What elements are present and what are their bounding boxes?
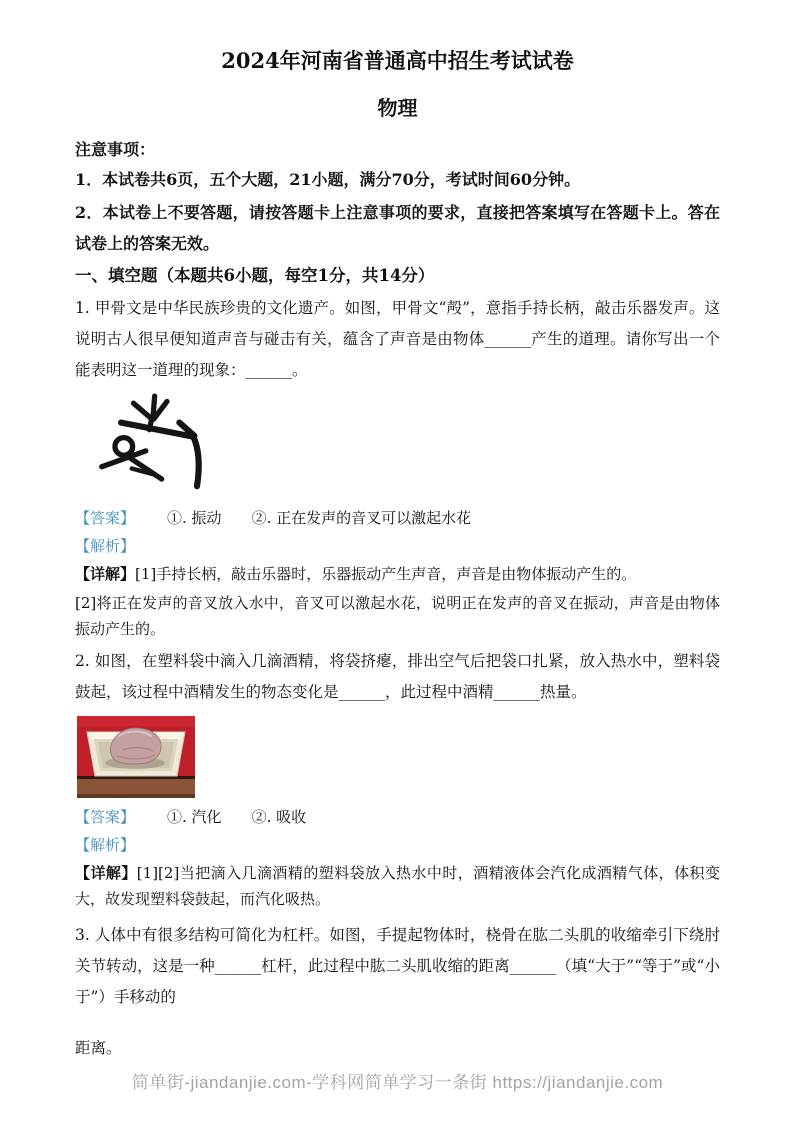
question-2-analysis-line xyxy=(75,833,720,857)
oracle-bone-figure xyxy=(77,390,227,502)
answer-item-2: ②. 吸收 xyxy=(251,808,307,826)
watermark-footer: 简单街-jiandanjie.com-学科网简单学习一条街 https://jiandanjie.com xyxy=(131,1073,664,1092)
question-1-text: 1. 甲骨文是中华民族珍贵的文化遗产。如图，甲骨文“殸”，意指手持长柄，敲击乐器发声。这说明古人很早便知道声音与碰击有关，蕴含了声音是由物体______产生的道理。请你写出一个能表明这一道理的现象：______。 xyxy=(75,299,720,379)
question-3-text: 3. 人体中有很多结构可简化为杠杆。如图，手提起物体时，桡骨在肱二头肌的收缩牵引下绕肘关节转动，这是一种______杠杆，此过程中肱二头肌收缩的距离______（填“大于”“等于”或“小于”）手移动的 xyxy=(75,926,720,1006)
question-1-detail-2: [2]将正在发声的音叉放入水中，音叉可以激起水花，说明正在发声的音叉在振动，声音是由物体振动产生的。 xyxy=(75,594,720,638)
alcohol-bag-experiment-photo xyxy=(77,716,195,798)
question-1-analysis-line xyxy=(75,534,720,558)
question-3-text-tail: 距离。 xyxy=(75,1039,122,1057)
answer-item-1: ①. 汽化 xyxy=(167,808,222,826)
question-2-text: 2. 如图，在塑料袋中滴入几滴酒精，将袋挤瘪，排出空气后把袋口扎紧，放入热水中，塑料袋鼓起，该过程中酒精发生的物态变化是______，此过程中酒精______热量。 xyxy=(75,652,720,701)
notice-item-1: 1．本试卷共6页，五个大题，21小题，满分70分，考试时间60分钟。 xyxy=(75,170,581,189)
question-2-answer-line xyxy=(75,805,720,829)
answer-item-1: ①. 振动 xyxy=(167,509,222,527)
section-1-heading: 一、填空题（本题共6小题，每空1分，共14分） xyxy=(75,266,435,285)
notice-heading: 注意事项： xyxy=(75,140,156,159)
detail-text: [1]手持长柄，敲击乐器时，乐器振动产生声音，声音是由物体振动产生的。 xyxy=(135,565,637,583)
answer-label: 【答案】 xyxy=(75,509,136,527)
answer-label: 【答案】 xyxy=(75,808,136,826)
answer-item-2: ②. 正在发声的音叉可以激起水花 xyxy=(251,509,472,527)
notice-item-2: 2．本试卷上不要答题，请按答题卡上注意事项的要求，直接把答案填写在答题卡上。答在试卷上的答案无效。 xyxy=(75,203,720,253)
page-title: 2024年河南省普通高中招生考试试卷 xyxy=(221,48,574,73)
question-1-answer-line xyxy=(75,506,720,530)
subject-title: 物理 xyxy=(377,96,418,120)
detail-text: [1][2]当把滴入几滴酒精的塑料袋放入热水中时，酒精液体会汽化成酒精气体，体积变大，故发现塑料袋鼓起，而汽化吸热。 xyxy=(75,864,720,908)
detail-label: 【详解】 xyxy=(75,864,137,882)
question-1-detail-1 xyxy=(75,561,720,587)
analysis-label: 【解析】 xyxy=(75,537,136,555)
question-2-detail xyxy=(75,860,720,912)
analysis-label: 【解析】 xyxy=(75,836,136,854)
detail-label: 【详解】 xyxy=(75,565,136,583)
